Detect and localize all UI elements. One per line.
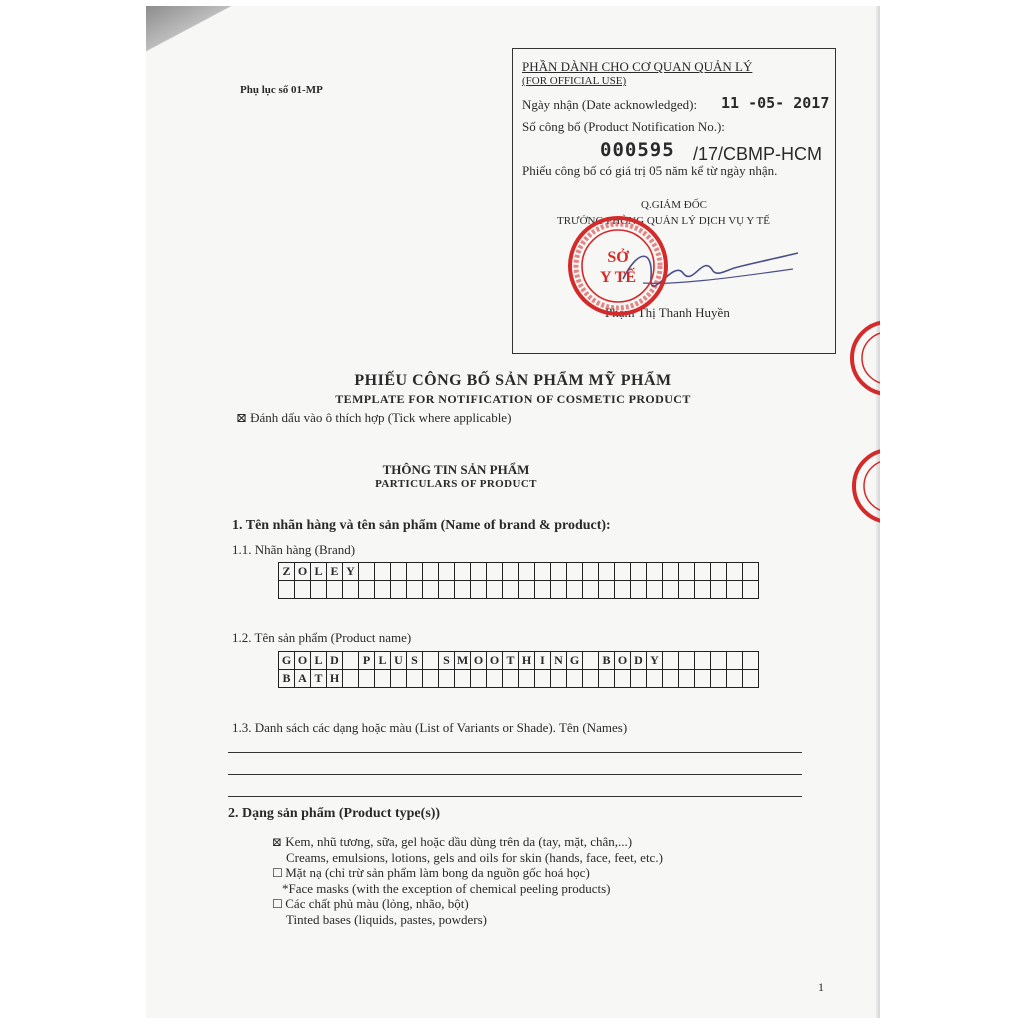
letter-box [743, 652, 759, 670]
variants-line [228, 796, 802, 797]
letter-box [535, 563, 551, 581]
product-type-en: Tinted bases (liquids, pastes, powders) [286, 912, 488, 927]
letter-box: Y [647, 652, 663, 670]
letter-box [503, 670, 519, 688]
letter-box: Z [279, 563, 295, 581]
letter-box [455, 670, 471, 688]
official-seal-stamp [566, 214, 670, 318]
variants-line [228, 774, 802, 775]
letter-box [711, 581, 727, 599]
letter-box [567, 670, 583, 688]
letter-box [647, 563, 663, 581]
tick-instruction: ⊠ Đánh dấu vào ô thích hợp (Tick where applicable) [236, 410, 512, 425]
letter-box [359, 670, 375, 688]
letter-box: S [439, 652, 455, 670]
brand-letter-grid [278, 562, 759, 599]
letter-box [727, 652, 743, 670]
letter-box [391, 581, 407, 599]
letter-box [631, 670, 647, 688]
product-type-vi: Các chất phủ màu (lỏng, nhão, bột) [285, 896, 469, 911]
letter-box: D [327, 652, 343, 670]
letter-box [615, 563, 631, 581]
letter-box [567, 581, 583, 599]
letter-box [391, 670, 407, 688]
letter-box [375, 670, 391, 688]
letter-box [711, 652, 727, 670]
letter-box [631, 563, 647, 581]
letter-box [295, 581, 311, 599]
official-heading-en: (FOR OFFICIAL USE) [522, 75, 627, 87]
letter-box [519, 670, 535, 688]
letter-box [583, 652, 599, 670]
letter-box [471, 581, 487, 599]
letter-box [631, 581, 647, 599]
product-type-option [272, 896, 469, 912]
letter-box [423, 563, 439, 581]
letter-box [535, 581, 551, 599]
letter-box [487, 670, 503, 688]
letter-box [695, 581, 711, 599]
letter-box [711, 670, 727, 688]
letter-box [615, 581, 631, 599]
page-fold-shadow [146, 6, 236, 76]
variants-label: 1.3. Danh sách các dạng hoặc màu (List of Variants or Shade). Tên (Names) [232, 720, 628, 735]
letter-box: L [311, 652, 327, 670]
letter-box [663, 652, 679, 670]
product-type-option [272, 865, 590, 881]
letter-box: O [295, 652, 311, 670]
letter-box [439, 581, 455, 599]
letter-box: A [295, 670, 311, 688]
letter-box [471, 563, 487, 581]
letter-box: U [391, 652, 407, 670]
validity-note: Phiếu công bố có giá trị 05 năm kể từ ngày nhận. [522, 163, 778, 178]
question-1-heading: 1. Tên nhãn hàng và tên sản phẩm (Name of brand & product): [232, 518, 611, 533]
form-title-en: TEMPLATE FOR NOTIFICATION OF COSMETIC PRODUCT [335, 392, 691, 406]
letter-box [455, 563, 471, 581]
notification-number-label: Số công bố (Product Notification No.): [522, 119, 725, 134]
letter-box [727, 670, 743, 688]
letter-box [695, 652, 711, 670]
letter-box [727, 563, 743, 581]
letter-box: T [311, 670, 327, 688]
official-heading-vi: PHẦN DÀNH CHO CƠ QUAN QUẢN LÝ [522, 59, 753, 74]
letter-box: O [615, 652, 631, 670]
letter-box [567, 563, 583, 581]
letter-box: G [279, 652, 295, 670]
product-type-option [272, 834, 632, 850]
letter-box [359, 563, 375, 581]
letter-box [663, 563, 679, 581]
letter-box: B [599, 652, 615, 670]
letter-box [519, 581, 535, 599]
letter-box: E [327, 563, 343, 581]
letter-box [551, 563, 567, 581]
letter-box [599, 581, 615, 599]
svg-text:Y TẾ: Y TẾ [599, 269, 637, 286]
letter-box [583, 581, 599, 599]
letter-box [663, 670, 679, 688]
annex-label: Phụ lục số 01-MP [240, 84, 323, 96]
letter-box [583, 670, 599, 688]
product-name-label: 1.2. Tên sản phẩm (Product name) [232, 630, 412, 645]
letter-box [695, 563, 711, 581]
product-type-en-text: Face masks (with the exception of chemical peeling products) [288, 881, 611, 896]
letter-box: H [519, 652, 535, 670]
letter-box [615, 670, 631, 688]
director-title: Q.GIÁM ĐỐC [641, 199, 707, 211]
letter-box: I [535, 652, 551, 670]
letter-box [343, 652, 359, 670]
letter-box [727, 581, 743, 599]
letter-box [679, 563, 695, 581]
product-type-en: *Face masks (with the exception of chemical peeling products) [282, 881, 611, 896]
checkbox-unchecked[interactable]: ☐ [272, 897, 283, 911]
letter-box [599, 670, 615, 688]
letter-box [487, 581, 503, 599]
official-use-box [512, 48, 836, 354]
letter-box [695, 670, 711, 688]
letter-box [743, 563, 759, 581]
product-type-vi: Mặt nạ (chỉ trừ sản phẩm làm bong da nguồn gốc hoá học) [285, 865, 590, 880]
letter-box [311, 581, 327, 599]
letter-box: T [503, 652, 519, 670]
letter-box [375, 581, 391, 599]
letter-box: H [327, 670, 343, 688]
letter-box [423, 652, 439, 670]
section-title-en: PARTICULARS OF PRODUCT [375, 478, 537, 490]
letter-box [663, 581, 679, 599]
letter-box: M [455, 652, 471, 670]
letter-box: G [567, 652, 583, 670]
edge-seal-stamp [848, 446, 880, 526]
letter-box [407, 581, 423, 599]
letter-box: S [407, 652, 423, 670]
letter-box [503, 581, 519, 599]
product-type-en: Creams, emulsions, lotions, gels and oils for skin (hands, face, feet, etc.) [286, 850, 663, 865]
svg-text:SỞ: SỞ [607, 249, 629, 266]
section-title-vi: THÔNG TIN SẢN PHẨM [382, 462, 530, 477]
letter-box [423, 581, 439, 599]
letter-box: O [295, 563, 311, 581]
brand-label: 1.1. Nhãn hàng (Brand) [232, 542, 356, 557]
letter-box [423, 670, 439, 688]
letter-box [599, 563, 615, 581]
checkbox-unchecked[interactable]: ☐ [272, 866, 283, 880]
letter-box: Y [343, 563, 359, 581]
product-type-vi: Kem, nhũ tương, sữa, gel hoặc dầu dùng trên da (tay, mặt, chân,...) [285, 834, 633, 849]
notification-number-suffix: /17/CBMP-HCM [693, 144, 823, 164]
date-acknowledged-value: 11 -05- 2017 [721, 94, 830, 112]
letter-box [359, 581, 375, 599]
letter-box [455, 581, 471, 599]
letter-box [551, 670, 567, 688]
letter-box [279, 581, 295, 599]
letter-box [375, 563, 391, 581]
letter-box [503, 563, 519, 581]
letter-box [343, 670, 359, 688]
letter-box [647, 670, 663, 688]
question-2-heading: 2. Dạng sản phẩm (Product type(s)) [228, 806, 441, 821]
letter-box [551, 581, 567, 599]
letter-box [327, 581, 343, 599]
variants-line [228, 752, 802, 753]
document-page [146, 6, 880, 1018]
letter-box: O [487, 652, 503, 670]
letter-box: N [551, 652, 567, 670]
letter-box [647, 581, 663, 599]
letter-box [535, 670, 551, 688]
page-number: 1 [818, 980, 824, 994]
letter-box [391, 563, 407, 581]
letter-box [407, 563, 423, 581]
letter-box: L [311, 563, 327, 581]
letter-box [439, 563, 455, 581]
director-department: TRƯỞNG PHÒNG QUẢN LÝ DỊCH VỤ Y TẾ [557, 215, 770, 227]
date-acknowledged-label: Ngày nhận (Date acknowledged): [522, 97, 698, 112]
form-title-vi: PHIẾU CÔNG BỐ SẢN PHẨM MỸ PHẨM [354, 372, 672, 389]
letter-box: P [359, 652, 375, 670]
letter-box: B [279, 670, 295, 688]
checkbox-checked[interactable]: ⊠ [272, 835, 283, 849]
letter-box [439, 670, 455, 688]
letter-box [471, 670, 487, 688]
product-letter-grid [278, 651, 759, 688]
letter-box [487, 563, 503, 581]
letter-box [743, 581, 759, 599]
letter-box: D [631, 652, 647, 670]
letter-box [679, 670, 695, 688]
letter-box [679, 581, 695, 599]
notification-number-value: 000595 [600, 139, 675, 161]
letter-box [711, 563, 727, 581]
letter-box: L [375, 652, 391, 670]
letter-box [343, 581, 359, 599]
letter-box [743, 670, 759, 688]
letter-box [679, 652, 695, 670]
letter-box [583, 563, 599, 581]
signer-name: Phạm Thị Thanh Huyền [605, 305, 730, 320]
letter-box [519, 563, 535, 581]
letter-box: O [471, 652, 487, 670]
letter-box [407, 670, 423, 688]
